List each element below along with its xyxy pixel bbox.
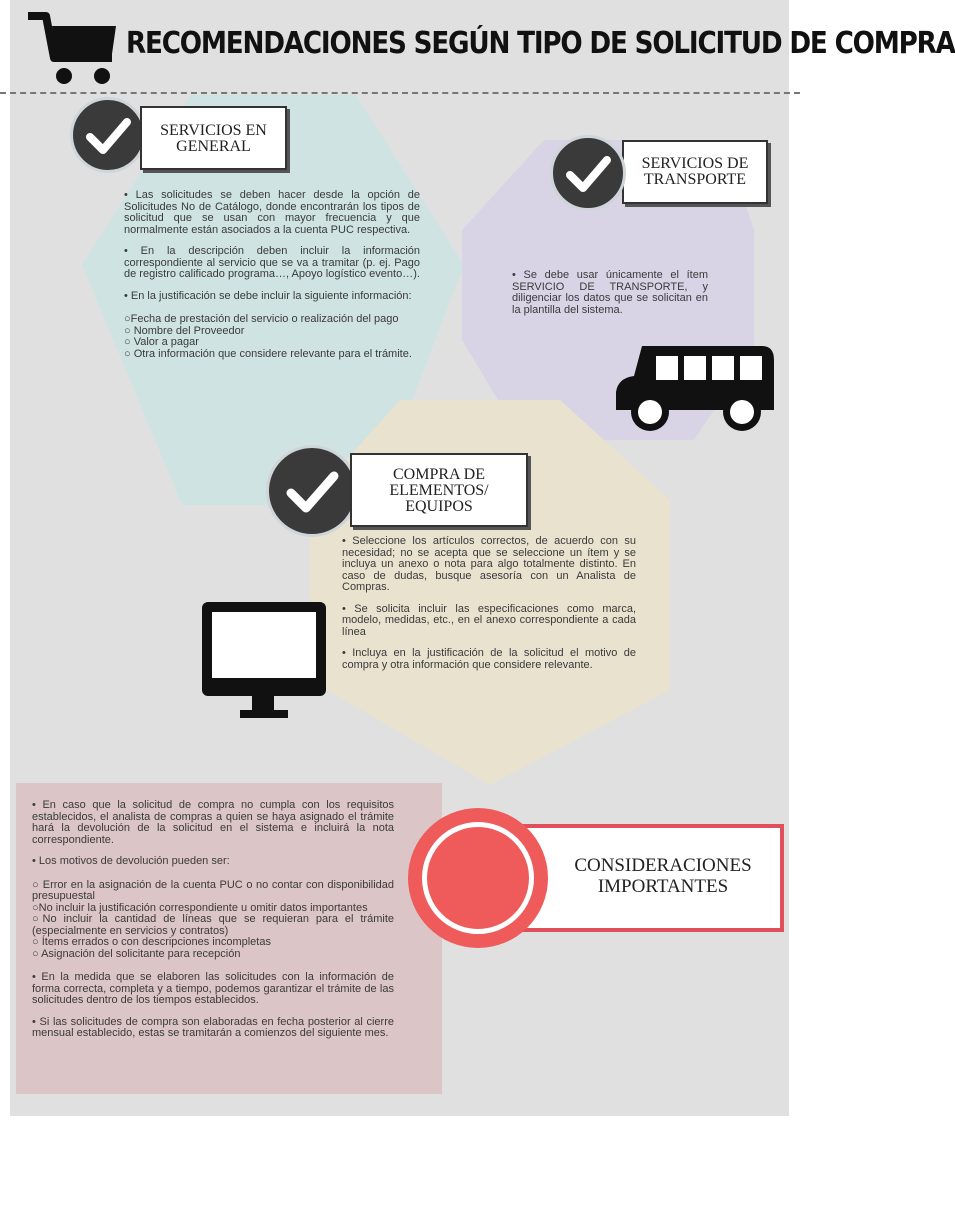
- paragraph: • Se solicita incluir las especificaciones como marca, modelo, medidas, etc., en el anexo correspondiente a cada línea: [342, 602, 636, 638]
- servicios-transporte-text: [512, 270, 708, 326]
- bus-icon: [612, 342, 777, 434]
- list-item: ○ Valor a pagar: [124, 336, 199, 348]
- list-item: ○No incluir la justificación correspondiente u omitir datos importantes: [32, 901, 368, 914]
- list-item: ○ Error en la asignación de la cuenta PUC o no contar con disponibilidad presupuestal: [32, 878, 394, 902]
- paragraph: • Los motivos de devolución pueden ser:: [32, 855, 230, 867]
- shopping-cart-icon: [28, 12, 118, 88]
- paragraph: • Se debe usar únicamente el ítem SERVICIO DE TRANSPORTE, y diligenciar los datos que se solicitan en la plantilla del sistema.: [512, 269, 708, 316]
- list-item: ○ Otra información que considere relevante para el trámite.: [124, 347, 412, 360]
- list-item: ○ Asignación del solicitante para recepción: [32, 947, 241, 960]
- paragraph: • Seleccione los artículos correctos, de acuerdo con su necesidad; no se acepta que se seleccione un ítem y se incluya un anexo o nota para algo totalmente distinto. En caso de dudas, busque asesoría con un Analista de Compras.: [342, 535, 636, 593]
- compra-elementos-label: [350, 453, 528, 527]
- servicios-general-text: [124, 190, 420, 360]
- check-icon: [550, 135, 626, 211]
- list-item: ○No incluir la cantidad de líneas que se requieran para el trámite (especialmente en servicios y contratos): [32, 913, 394, 937]
- paragraph: • En la medida que se elaboren las solicitudes con la información de forma correcta, completa y a tiempo, podemos garantizar el trámite de las solicitudes dentro de los tiempos establecidos.: [32, 971, 394, 1006]
- header: [0, 0, 955, 92]
- paragraph: • En la descripción deben incluir la información correspondiente al servicio que se va a tramitar (p. ej. Pago de registro calificado programa…, Apoyo logístico evento…).: [124, 245, 420, 280]
- check-icon: [70, 97, 146, 173]
- paragraph: • Incluya en la justificación de la solicitud el motivo de compra y otra información que considere relevante.: [342, 647, 636, 671]
- list-item: ○ Ítems errados o con descripciones incompletas: [32, 936, 271, 948]
- servicios-general-title: SERVICIOS EN GENERAL: [160, 122, 267, 155]
- servicios-general-label: [140, 106, 287, 170]
- ring-icon: [422, 822, 534, 934]
- paragraph: • Si las solicitudes de compra son elaboradas en fecha posterior al cierre mensual establecido, estas se tramitarán a comienzos del siguiente mes.: [32, 1015, 394, 1039]
- check-icon: [266, 445, 358, 537]
- monitor-icon: [200, 600, 330, 720]
- consideraciones-title: CONSIDERACIONES IMPORTANTES: [574, 855, 752, 897]
- paragraph: • En la justificación se debe incluir la siguiente información:: [124, 289, 412, 302]
- page-title: RECOMENDACIONES SEGÚN TIPO DE SOLICITUD DE COMPRA: [126, 26, 955, 61]
- list-item: ○ Nombre del Proveedor: [124, 324, 245, 337]
- consideraciones-text: [32, 800, 394, 1050]
- header-divider: [0, 92, 800, 94]
- paragraph: • Las solicitudes se deben hacer desde la opción de Solicitudes No de Catálogo, donde encontrarán los tipos de solicitud que se usan con mayor frecuencia y que normalmente están asociados a la cuenta PUC respectiva.: [124, 189, 420, 236]
- servicios-transporte-title: SERVICIOS DE TRANSPORTE: [641, 155, 749, 188]
- compra-elementos-text: [342, 536, 636, 681]
- servicios-transporte-label: [622, 140, 768, 204]
- compra-elementos-title: COMPRA DE ELEMENTOS/ EQUIPOS: [389, 466, 489, 515]
- list-item: ○Fecha de prestación del servicio o realización del pago: [124, 313, 399, 325]
- paragraph: • En caso que la solicitud de compra no cumpla con los requisitos establecidos, el analista de compras a quien se haya asignado el trámite hará la devolución de la solicitud en el sistema e incluirá la nota correspondiente.: [32, 799, 394, 846]
